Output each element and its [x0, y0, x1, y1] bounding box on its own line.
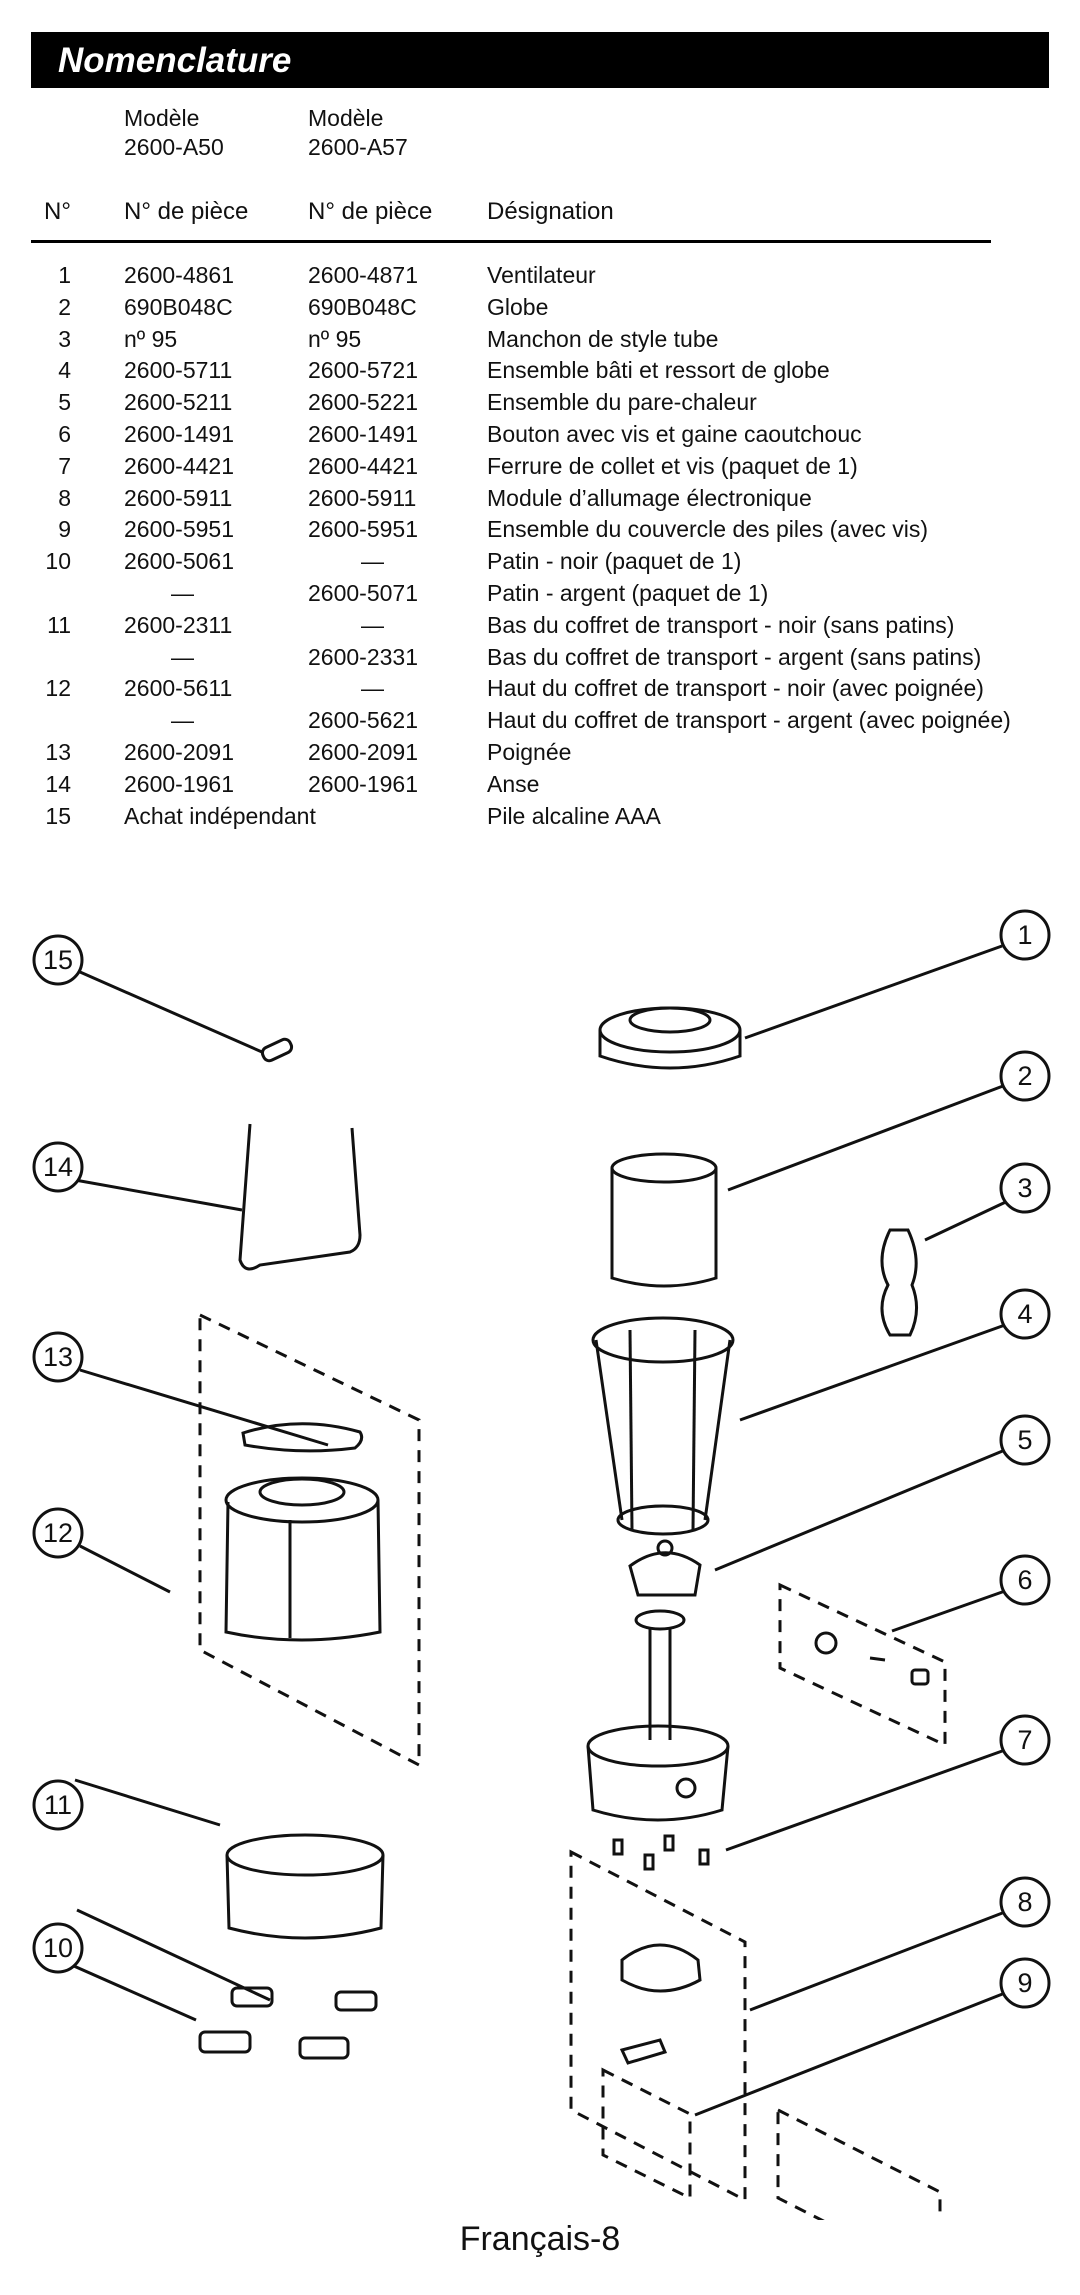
callout-label: 4 [1017, 1299, 1033, 1329]
part-a57-cell: 2600-5721 [308, 357, 418, 384]
callout-label: 10 [42, 1933, 74, 1963]
part-number-index: 11 [47, 611, 71, 638]
designation-cell: Patin - argent (paquet de 1) [487, 579, 769, 606]
model-number: 2600-A57 [308, 134, 408, 160]
page-footer: Français-8 [459, 2220, 621, 2258]
column-header-no: N° [44, 198, 71, 225]
header-divider [31, 240, 991, 243]
designation-cell: Module d’allumage électronique [487, 484, 812, 511]
part-a57-cell: 2600-4871 [308, 262, 418, 288]
part-a50-cell: — [171, 579, 194, 606]
page-title: Nomenclature [58, 41, 292, 80]
part-number-index: 10 [45, 548, 71, 575]
part-a50-cell: 2600-1961 [124, 770, 234, 797]
callout-label: 7 [1017, 1725, 1033, 1755]
part-a57-cell: — [361, 548, 384, 575]
callout-label: 11 [43, 1790, 73, 1820]
designation-cell: Ventilateur [487, 262, 596, 288]
model-label: Modèle [124, 105, 200, 131]
designation-cell: Manchon de style tube [487, 325, 719, 352]
callout-label: 15 [42, 945, 74, 975]
part-a50-cell: 2600-5711 [124, 357, 233, 384]
exploded-diagram [0, 880, 1080, 2220]
part-a50-cell: Achat indépendant [124, 802, 316, 829]
designation-cell: Ensemble bâti et ressort de globe [487, 357, 830, 384]
part-a50-cell: 2600-5951 [124, 516, 234, 543]
part-a50-cell: 2600-5061 [124, 548, 234, 575]
part-a57-cell: 2600-5951 [308, 516, 418, 543]
callout-label: 1 [1017, 920, 1033, 950]
callout-label: 3 [1017, 1173, 1033, 1203]
designation-cell: Ensemble du couvercle des piles (avec vis) [487, 516, 929, 543]
part-a50-cell: 2600-5211 [124, 389, 233, 416]
designation-cell: Haut du coffret de transport - noir (avec poignée) [487, 675, 984, 702]
designation-cell: Ferrure de collet et vis (paquet de 1) [487, 452, 858, 479]
part-a57-cell: 2600-2331 [308, 643, 418, 670]
model-header-a57 [308, 104, 408, 162]
part-a57-cell: 2600-1961 [308, 770, 418, 797]
designation-cell: Pile alcaline AAA [487, 802, 661, 829]
designation-cell: Ensemble du pare-chaleur [487, 389, 757, 416]
part-number-index: 13 [45, 738, 71, 765]
column-header-part-a50: N° de pièce [124, 198, 249, 225]
title-bar [31, 32, 1049, 88]
designation-cell: Poignée [487, 738, 572, 765]
part-a50-cell: — [171, 643, 194, 670]
part-a57-cell: 2600-2091 [308, 738, 418, 765]
part-number-index: 4 [58, 357, 71, 384]
designation-cell: Bouton avec vis et gaine caoutchouc [487, 420, 862, 447]
part-a50-cell: 2600-2091 [124, 738, 234, 765]
model-label: Modèle [308, 105, 384, 131]
part-a57-cell: nº 95 [308, 325, 362, 352]
part-a50-cell: nº 95 [124, 325, 178, 352]
callout-label: 2 [1017, 1061, 1033, 1091]
callout-label: 13 [42, 1342, 74, 1372]
part-number-index: 6 [58, 420, 71, 447]
part-number-index: 7 [58, 452, 71, 479]
part-number-index: 12 [45, 675, 71, 702]
part-a57-cell: 690B048C [308, 293, 417, 320]
designation-cell: Anse [487, 770, 540, 797]
designation-cell: Bas du coffret de transport - argent (sans patins) [487, 643, 982, 670]
callout-label: 9 [1017, 1968, 1033, 1998]
designation-cell: Bas du coffret de transport - noir (sans patins) [487, 611, 955, 638]
callout-label: 6 [1017, 1565, 1033, 1595]
part-a50-cell: 2600-5611 [124, 675, 233, 702]
column-header-part-a57: N° de pièce [308, 198, 433, 225]
callout-label: 8 [1017, 1887, 1033, 1917]
part-a50-cell: — [171, 707, 194, 734]
part-a50-cell: 2600-2311 [124, 611, 233, 638]
model-header-a50 [124, 104, 224, 162]
part-a50-cell: 2600-4861 [124, 262, 234, 288]
part-number-index: 5 [58, 389, 71, 416]
callout-label: 5 [1017, 1425, 1033, 1455]
part-a50-cell: 2600-5911 [124, 484, 233, 511]
part-a57-cell: 2600-5071 [308, 579, 418, 606]
part-a57-cell: 2600-5911 [308, 484, 417, 511]
part-number-index: 2 [58, 293, 71, 320]
designation-cell: Haut du coffret de transport - argent (avec poignée) [487, 707, 1011, 734]
part-a57-cell: 2600-4421 [308, 452, 418, 479]
callout-label: 14 [42, 1152, 74, 1182]
model-number: 2600-A50 [124, 134, 224, 160]
column-header-designation: Désignation [487, 198, 614, 225]
callout-label: 12 [42, 1518, 74, 1548]
designation-cell: Globe [487, 293, 549, 320]
part-a50-cell: 2600-4421 [124, 452, 234, 479]
part-number-index: 14 [45, 770, 71, 797]
part-a50-cell: 2600-1491 [124, 420, 234, 447]
part-number-index: 3 [58, 325, 71, 352]
part-number-index: 1 [58, 262, 71, 288]
part-number-index: 9 [58, 516, 71, 543]
designation-cell: Patin - noir (paquet de 1) [487, 548, 742, 575]
part-a50-cell: 690B048C [124, 293, 233, 320]
part-a57-cell: — [361, 675, 384, 702]
part-number-index: 8 [58, 484, 71, 511]
part-number-index: 15 [45, 802, 71, 829]
part-a57-cell: 2600-5621 [308, 707, 418, 734]
part-a57-cell: 2600-5221 [308, 389, 418, 416]
part-a57-cell: — [361, 611, 384, 638]
part-a57-cell: 2600-1491 [308, 420, 418, 447]
